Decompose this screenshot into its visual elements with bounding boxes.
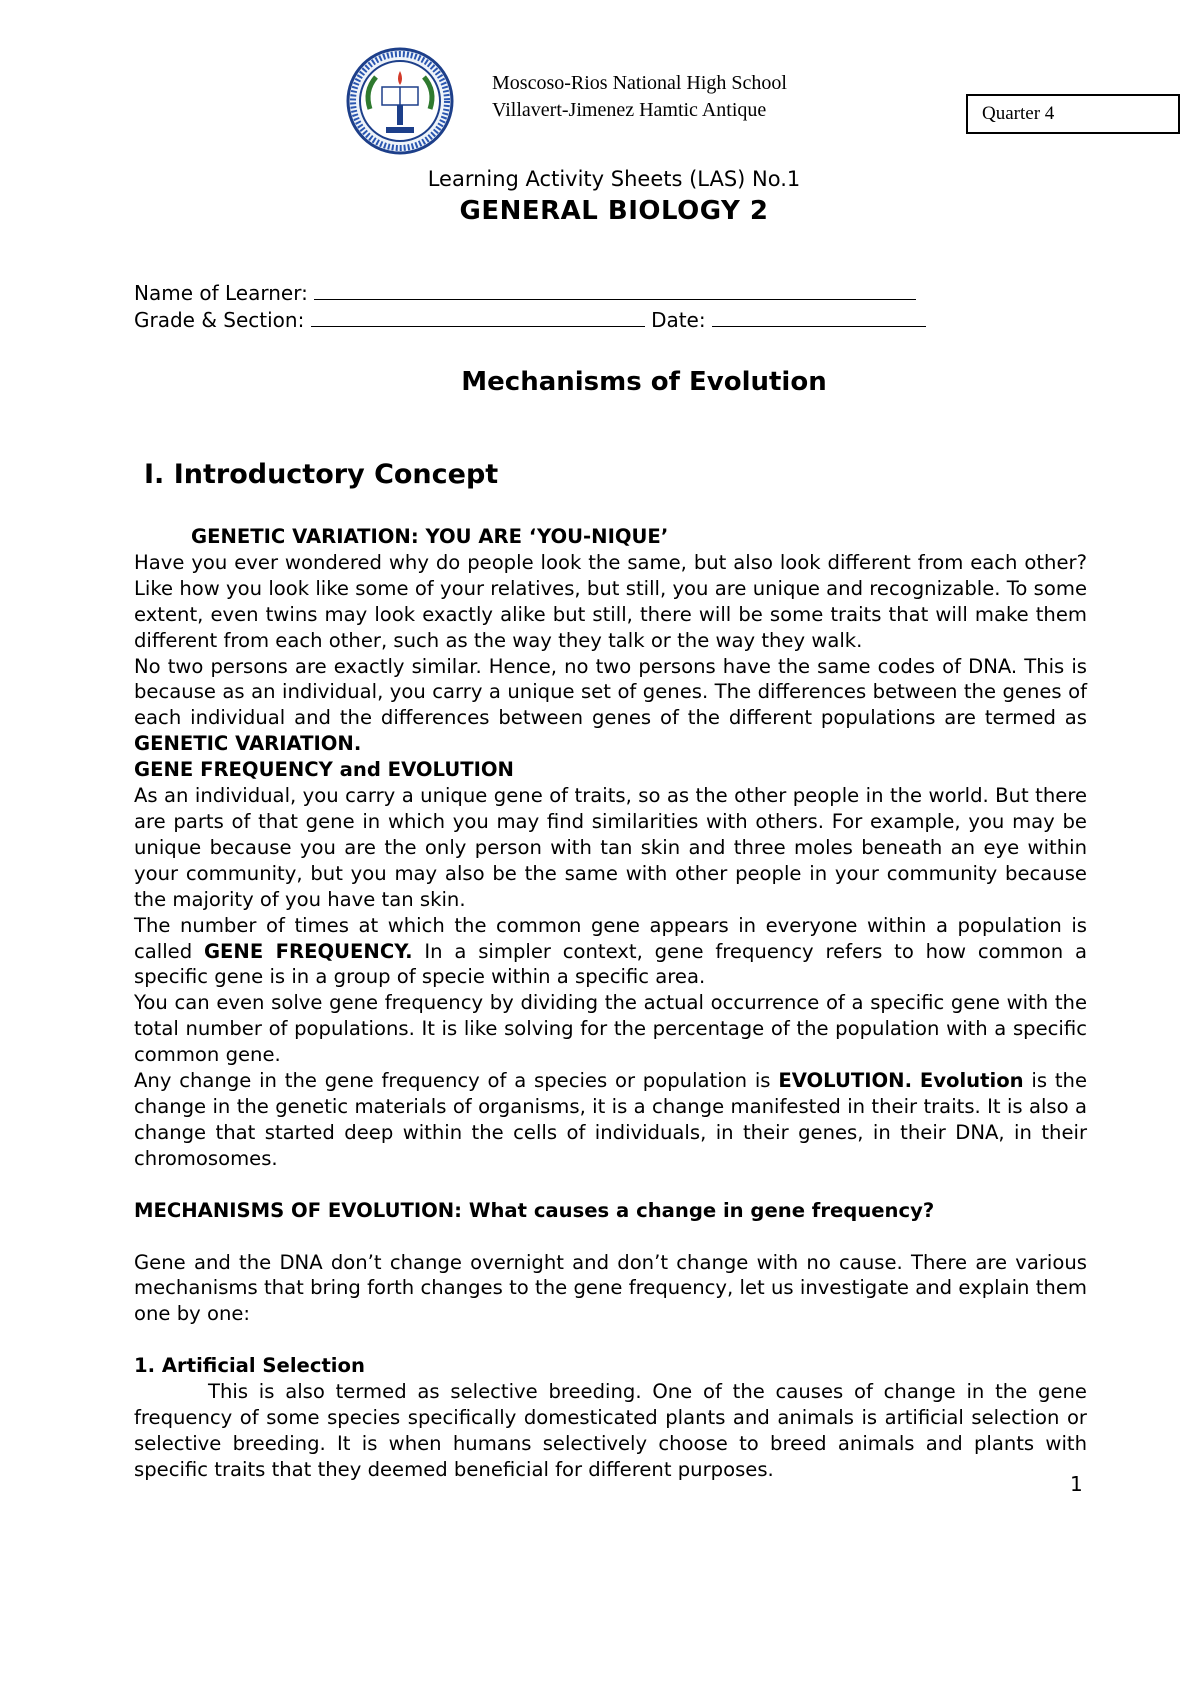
- paragraph-2-text: No two persons are exactly similar. Hence, no two persons have the same codes of DNA. This is because as an individual, you carry a unique set of genes. The differences between the genes of each individual and the differences between genes of the different populations are termed as: [134, 654, 1087, 730]
- paragraph-8: This is also termed as selective breeding. One of the causes of change in the gene frequency of some species specifically domesticated plants and animals is artificial selection or selective breeding. It is when humans selectively choose to breed animals and plants with specific traits that they deemed beneficial for different purposes.: [134, 1380, 1087, 1481]
- grade-date-row: [134, 306, 926, 332]
- date-label: Date:: [651, 308, 706, 332]
- gene-frequency-term: GENE FREQUENCY.: [203, 939, 413, 963]
- paragraph-6: [134, 1068, 1087, 1172]
- learner-name-row: [134, 279, 916, 305]
- name-label: Name of Learner:: [134, 281, 308, 305]
- school-address: Villavert-Jimenez Hamtic Antique: [492, 99, 767, 121]
- paragraph-5: You can even solve gene frequency by dividing the actual occurrence of a specific gene with the total number of populations. It is like solving for the percentage of the population with a specific common gene.: [134, 991, 1087, 1067]
- evolution-term-2: Evolution: [919, 1069, 1024, 1093]
- name-blank[interactable]: [314, 279, 916, 300]
- body-content: [134, 524, 1087, 1483]
- evolution-term: EVOLUTION.: [778, 1069, 913, 1093]
- paragraph-7: Gene and the DNA don’t change overnight and don’t change with no cause. There are various mechanisms that bring forth changes to the gene frequency, let us investigate and explain them one by one:: [134, 1250, 1087, 1326]
- section-heading: I. Introductory Concept: [144, 459, 499, 490]
- school-seal-logo: [346, 47, 454, 155]
- las-title: Learning Activity Sheets (LAS) No.1: [427, 167, 801, 191]
- paragraph-6-text-a: Any change in the gene frequency of a species or population is: [134, 1069, 779, 1093]
- paragraph-4-text-a: The number of times at which the common gene appears in everyone within a population is called: [134, 913, 1087, 963]
- grade-blank[interactable]: [311, 306, 645, 327]
- paragraph-4: [134, 913, 1087, 991]
- gene-frequency-heading: GENE FREQUENCY and EVOLUTION: [134, 758, 514, 782]
- grade-label: Grade & Section:: [134, 308, 305, 332]
- quarter-box: Quarter 4: [966, 94, 1180, 134]
- subject-title: GENERAL BIOLOGY 2: [459, 196, 769, 226]
- artificial-selection-heading: 1. Artificial Selection: [134, 1354, 365, 1378]
- school-name: Moscoso-Rios National High School: [492, 72, 787, 94]
- genetic-variation-heading: GENETIC VARIATION: YOU ARE ‘YOU-NIQUE’: [191, 525, 669, 548]
- paragraph-1: Have you ever wondered why do people look the same, but also look different from each other? Like how you look like some of your relatives, but still, you are unique and recognizable. To some extent, even twins may look exactly alike but still, there will be some traits that will make them different from each other, such as the way they talk or the way they walk.: [134, 550, 1087, 652]
- paragraph-4-text-b: In a simpler context, gene frequency refers to how common a specific gene is in a group of specie within a specific area.: [134, 939, 1088, 989]
- genetic-variation-term: GENETIC VARIATION.: [134, 732, 362, 756]
- paragraph-3: As an individual, you carry a unique gene of traits, so as the other people in the world. But there are parts of that gene in which you may find similarities with others. For example, you may be unique because you are the only person with tan skin and three moles beneath an eye within your community, but you may also be the same with other people in your community because the majority of you have tan skin.: [134, 784, 1087, 911]
- paragraph-6-text-b: is the change in the genetic materials of organisms, it is a change manifested in their traits. It is also a change that started deep within the cells of individuals, in their genes, in their DNA, in their chromosomes.: [134, 1069, 1087, 1170]
- school-info: [492, 70, 787, 124]
- page-number: 1: [1070, 1472, 1083, 1496]
- main-title: Mechanisms of Evolution: [461, 367, 827, 397]
- date-blank[interactable]: [712, 306, 926, 327]
- paragraph-2: [134, 654, 1087, 758]
- mechanisms-heading: MECHANISMS OF EVOLUTION: What causes a change in gene frequency?: [134, 1198, 935, 1222]
